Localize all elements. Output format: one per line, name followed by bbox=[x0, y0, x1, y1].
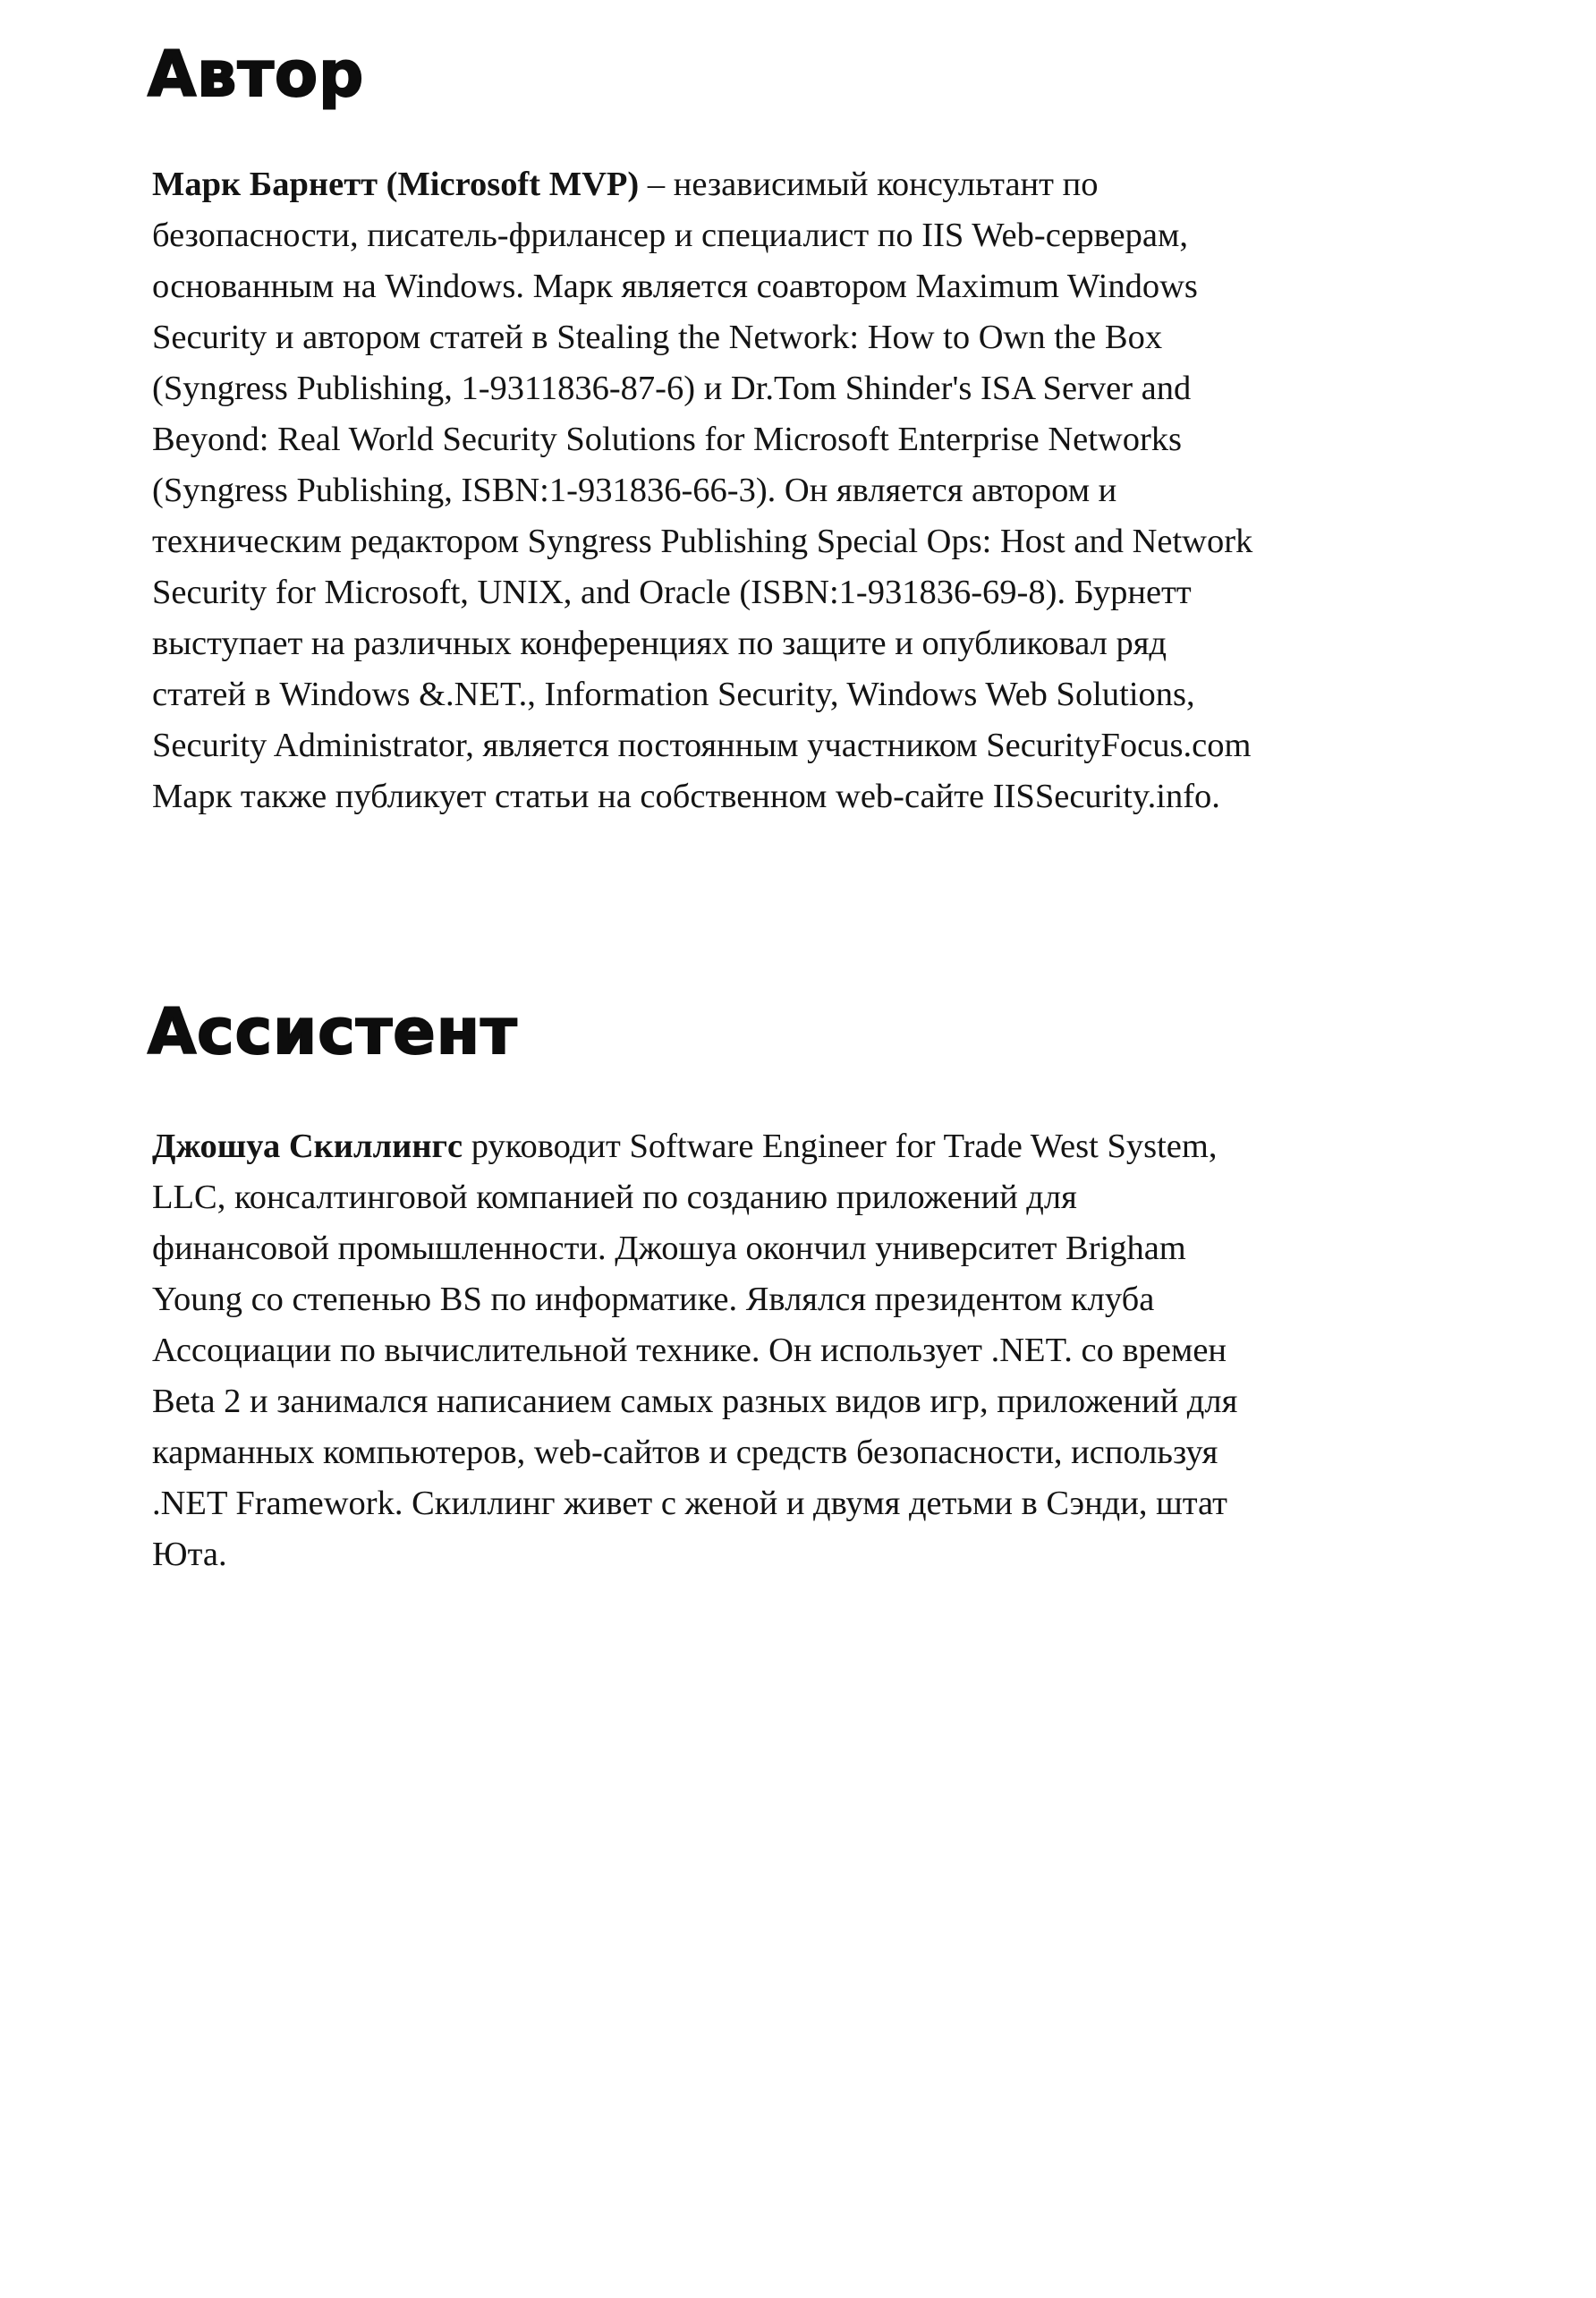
author-bio-line-rest: – независимый консультант по bbox=[639, 166, 1099, 203]
author-bio-line: Security Administrator, является постоянным участником SecurityFocus.com bbox=[152, 727, 1252, 764]
author-bio-line: (Syngress Publishing, ISBN:1-931836-66-3). Он является автором и bbox=[152, 472, 1117, 509]
author-bio-line: Beyond: Real World Security Solutions for Microsoft Enterprise Networks bbox=[152, 421, 1183, 458]
author-bio bbox=[152, 159, 1467, 822]
assistant-bio-line: Beta 2 и занимался написанием самых разных видов игр, приложений для bbox=[152, 1383, 1238, 1420]
author-bio-line: техническим редактором Syngress Publishing Special Ops: Host and Network bbox=[152, 523, 1253, 560]
author-bio-line: безопасности, писатель-фрилансер и специалист по IIS Web-серверам, bbox=[152, 217, 1188, 254]
author-bio-line: Марк также публикует статьи на собственном web-сайте IISSecurity.info. bbox=[152, 778, 1220, 815]
assistant-heading: Ассистент bbox=[148, 995, 518, 1068]
assistant-bio-line: .NET Framework. Скиллинг живет с женой и двумя детьми в Сэнди, штат bbox=[152, 1485, 1227, 1522]
author-bio-line: основанным на Windows. Марк является соавтором Maximum Windows bbox=[152, 268, 1198, 305]
author-bio-line bbox=[152, 159, 1467, 210]
author-heading: Автор bbox=[148, 38, 365, 111]
author-bio-line: выступает на различных конференциях по защите и опубликовал ряд bbox=[152, 625, 1167, 662]
author-bio-line: статей в Windows &.NET., Information Security, Windows Web Solutions, bbox=[152, 676, 1195, 713]
assistant-bio-line: финансовой промышленности. Джошуа окончил университет Brigham bbox=[152, 1230, 1186, 1267]
assistant-name: Джошуа Скиллингс bbox=[152, 1128, 463, 1165]
author-bio-line: Security и автором статей в Stealing the Network: How to Own the Box bbox=[152, 319, 1163, 356]
author-bio-line: (Syngress Publishing, 1-9311836-87-6) и Dr.Tom Shinder's ISA Server and bbox=[152, 370, 1192, 407]
assistant-bio-line-rest: руководит Software Engineer for Trade West System, bbox=[463, 1128, 1218, 1165]
author-name: Марк Барнетт (Microsoft MVP) bbox=[152, 166, 640, 203]
author-bio-line: Security for Microsoft, UNIX, and Oracle (ISBN:1-931836-69-8). Бурнетт bbox=[152, 574, 1192, 611]
assistant-bio-line: Ассоциации по вычислительной технике. Он использует .NET. со времен bbox=[152, 1332, 1227, 1369]
assistant-bio bbox=[152, 1121, 1467, 1580]
assistant-bio-line bbox=[152, 1121, 1467, 1172]
assistant-bio-line: LLC, консалтинговой компанией по созданию приложений для bbox=[152, 1179, 1077, 1216]
assistant-bio-line: Юта. bbox=[152, 1536, 227, 1573]
assistant-bio-line: карманных компьютеров, web-сайтов и средств безопасности, используя bbox=[152, 1434, 1218, 1471]
assistant-bio-line: Young со степенью BS по информатике. Являлся президентом клуба bbox=[152, 1281, 1155, 1318]
